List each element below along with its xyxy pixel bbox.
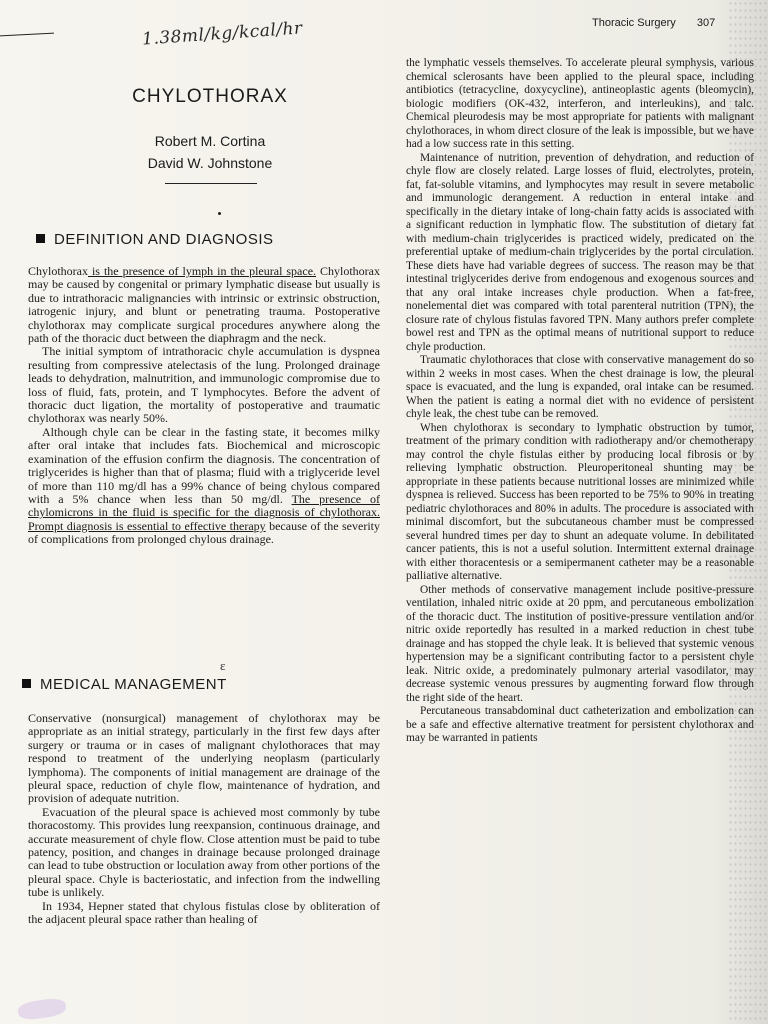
paragraph: Chylothorax is the presence of lymph in the pleural space. Chylothorax may be caused by congenital or primary lymphatic disease but usually is due to intrathoracic malignancies with intrinsic or extrinsic obstruction, iatrogenic injury, and blunt or penetrating trauma. Postoperative chylothorax may complicate surgical procedures anywhere along the path of the thoracic duct between the diaphragm and the neck. — [28, 264, 380, 346]
page-number: 307 — [696, 17, 716, 29]
paragraph: The initial symptom of intrathoracic chyle accumulation is dyspnea resulting from compressive atelectasis of the lung. Prolonged drainage leads to dehydration, malnutrition, and immunologic compromise due to loss of fluid, fats, protein, and T lymphocytes. Before the advent of thoracic duct ligation, the mortality of postoperative and traumatic chylothorax was nearly 50%. — [28, 344, 380, 426]
handwritten-note: 1.38ml/kg/kcal/hr — [141, 18, 304, 50]
chapter-title-block — [80, 86, 340, 174]
paragraph: Traumatic chylothoraces that close with conservative management do so within 2 weeks in most cases. When the chest drainage is low, the pleural space is evacuated, and the lung is expanded, oral intake can be resumed. When the patient is eating a normal diet with no evidence of persistent chyle leak, the chest tube can be removed. — [406, 354, 754, 420]
square-bullet-icon — [36, 234, 45, 243]
square-bullet-icon — [22, 679, 31, 688]
author-2: David W. Johnstone — [147, 155, 273, 171]
paragraph: Other methods of conservative management include positive-pressure ventilation, inhaled nitric oxide at 20 ppm, and percutaneous embolization of the thoracic duct. The institution of positive-pressure ventilation and/or nitric oxide reportedly has resulted in a marked reduction in chest tube drainage and has stopped the chyle leak. It is believed that systemic venous hypertension may be a significant contributing factor to a persistent chyle leak. Nitric oxide, a predominately pulmonary arterial vasodilator, may decrease systemic venous pressures by augmenting forward flow through the right side of the heart. — [406, 583, 754, 704]
paragraph: In 1934, Hepner stated that chylous fistulas close by obliteration of the adjacent pleural space rather than healing of — [28, 898, 380, 927]
highlighter-smudge — [17, 997, 67, 1022]
margin-pen-mark — [0, 33, 54, 37]
chapter-title: CHYLOTHORAX — [132, 86, 288, 107]
section-heading-definition: DEFINITION AND DIAGNOSIS — [36, 231, 274, 248]
running-title: Thoracic Surgery — [592, 17, 676, 29]
right-column — [406, 57, 754, 746]
running-header — [592, 17, 715, 29]
paragraph: Maintenance of nutrition, prevention of dehydration, and reduction of chyle flow are closely related. Large losses of fluid, electrolytes, protein, fat, fat-soluble vitamins, and lymphocytes may result in severe metabolic and immunologic derangement. A reduction in enteral intake and specifically in the dietary intake of long-chain fatty acids is associated with a significant reduction in lymphatic flow. The substitution of dietary fat with medium-chain triglycerides is practiced widely, predicated on the preferential uptake of medium-chain triglycerides by the portal circulation. These diets have had variable degrees of success. The reason may be that intestinal triglycerides derive from endogenous and exogenous sources and that any oral intake increases chyle production. When a fat-free, nonelemental diet was compared with total parenteral nutrition (TPN), the closure rate of chylous fistulas favored TPN. Many authors prefer complete bowel rest and TPN as the optimal means of nutritional support to reduce chyle production. — [406, 151, 754, 353]
paragraph: Although chyle can be clear in the fasting state, it becomes milky after oral intake that includes fats. Biochemical and microscopic examination of the effusion confirm the diagnosis. The concentration of triglycerides is higher than that of plasma; fluid with a triglyceride level of more than 110 mg/dl has a 99% chance of being chylous compared with a 5% chance when less than 50 mg/dl. The presence of chylomicrons in the fluid is specific for the diagnosis of chylothorax. Prompt diagnosis is essential to effective therapy because of the severity of complications from prolonged chylous drainage. — [28, 424, 380, 547]
paragraph: Conservative (nonsurgical) management of chylothorax may be appropriate as an initial strategy, particularly in the first few days after surgery or trauma or in cases of malignant chylothoraces that may respond to treatment of the underlying neoplasm (particularly lymphoma). The components of initial management are drainage of the pleural space, reduction of chyle flow, maintenance of hydration, and provision of adequate nutrition. — [28, 711, 380, 806]
paragraph: Percutaneous transabdominal duct catheterization and embolization can be a safe and effective alternative treatment for persistent chylothorax and may be warranted in patients — [406, 705, 754, 744]
left-column-medical — [28, 712, 380, 927]
title-divider — [165, 183, 257, 184]
paragraph: Evacuation of the pleural space is achieved most commonly by tube thoracostomy. This provides lung reexpansion, continuous drainage, and accurate measurement of chyle flow. Close attention must be paid to tube patency, position, and changes in drainage because prolonged drainage can lead to tube obstruction or loculation away from other portions of the pleural space. Chyle is bacteriostatic, and infection from the indwelling tube is unlikely. — [28, 804, 380, 900]
scan-mark: ɛ — [220, 658, 226, 673]
paragraph: the lymphatic vessels themselves. To accelerate pleural symphysis, various chemical sclerosants have been applied to the pleural space, including antibiotics (tetracycline, doxycycline), antineoplastic agents (bleomycin), biologic modifiers (OK-432, interferon, and interleukins), and talc. Chemical pleurodesis may be most appropriate for patients with malignant chylothoraces, in whom direct closure of the leak is impossible, but we have had a low success rate in this setting. — [406, 57, 754, 150]
author-1: Robert M. Cortina — [154, 133, 266, 149]
left-column-definition — [28, 265, 380, 547]
print-speck — [218, 212, 221, 215]
paragraph: When chylothorax is secondary to lymphatic obstruction by tumor, treatment of the primary condition with radiotherapy and/or chemotherapy may control the chyle fistulas either by producing local fibrosis or by relieving lymphatic obstruction. Pleuroperitoneal shunting may be appropriate in these patients because nutritional losses are minimized while dyspnea is relieved. Success has been reported to be 75% to 90% in treating pediatric chylothoraces and 80% in adults. The procedure is associated with minimal discomfort, but the subcutaneous chamber must be compressed several hundred times per day to shunt an adequate volume. In debilitated cancer patients, this is not a useful solution. Intermittent external drainage with either thoracentesis or a semipermanent catheter may be a reasonable palliative alternative. — [406, 421, 754, 582]
section-heading-medical: MEDICAL MANAGEMENT — [22, 676, 227, 693]
